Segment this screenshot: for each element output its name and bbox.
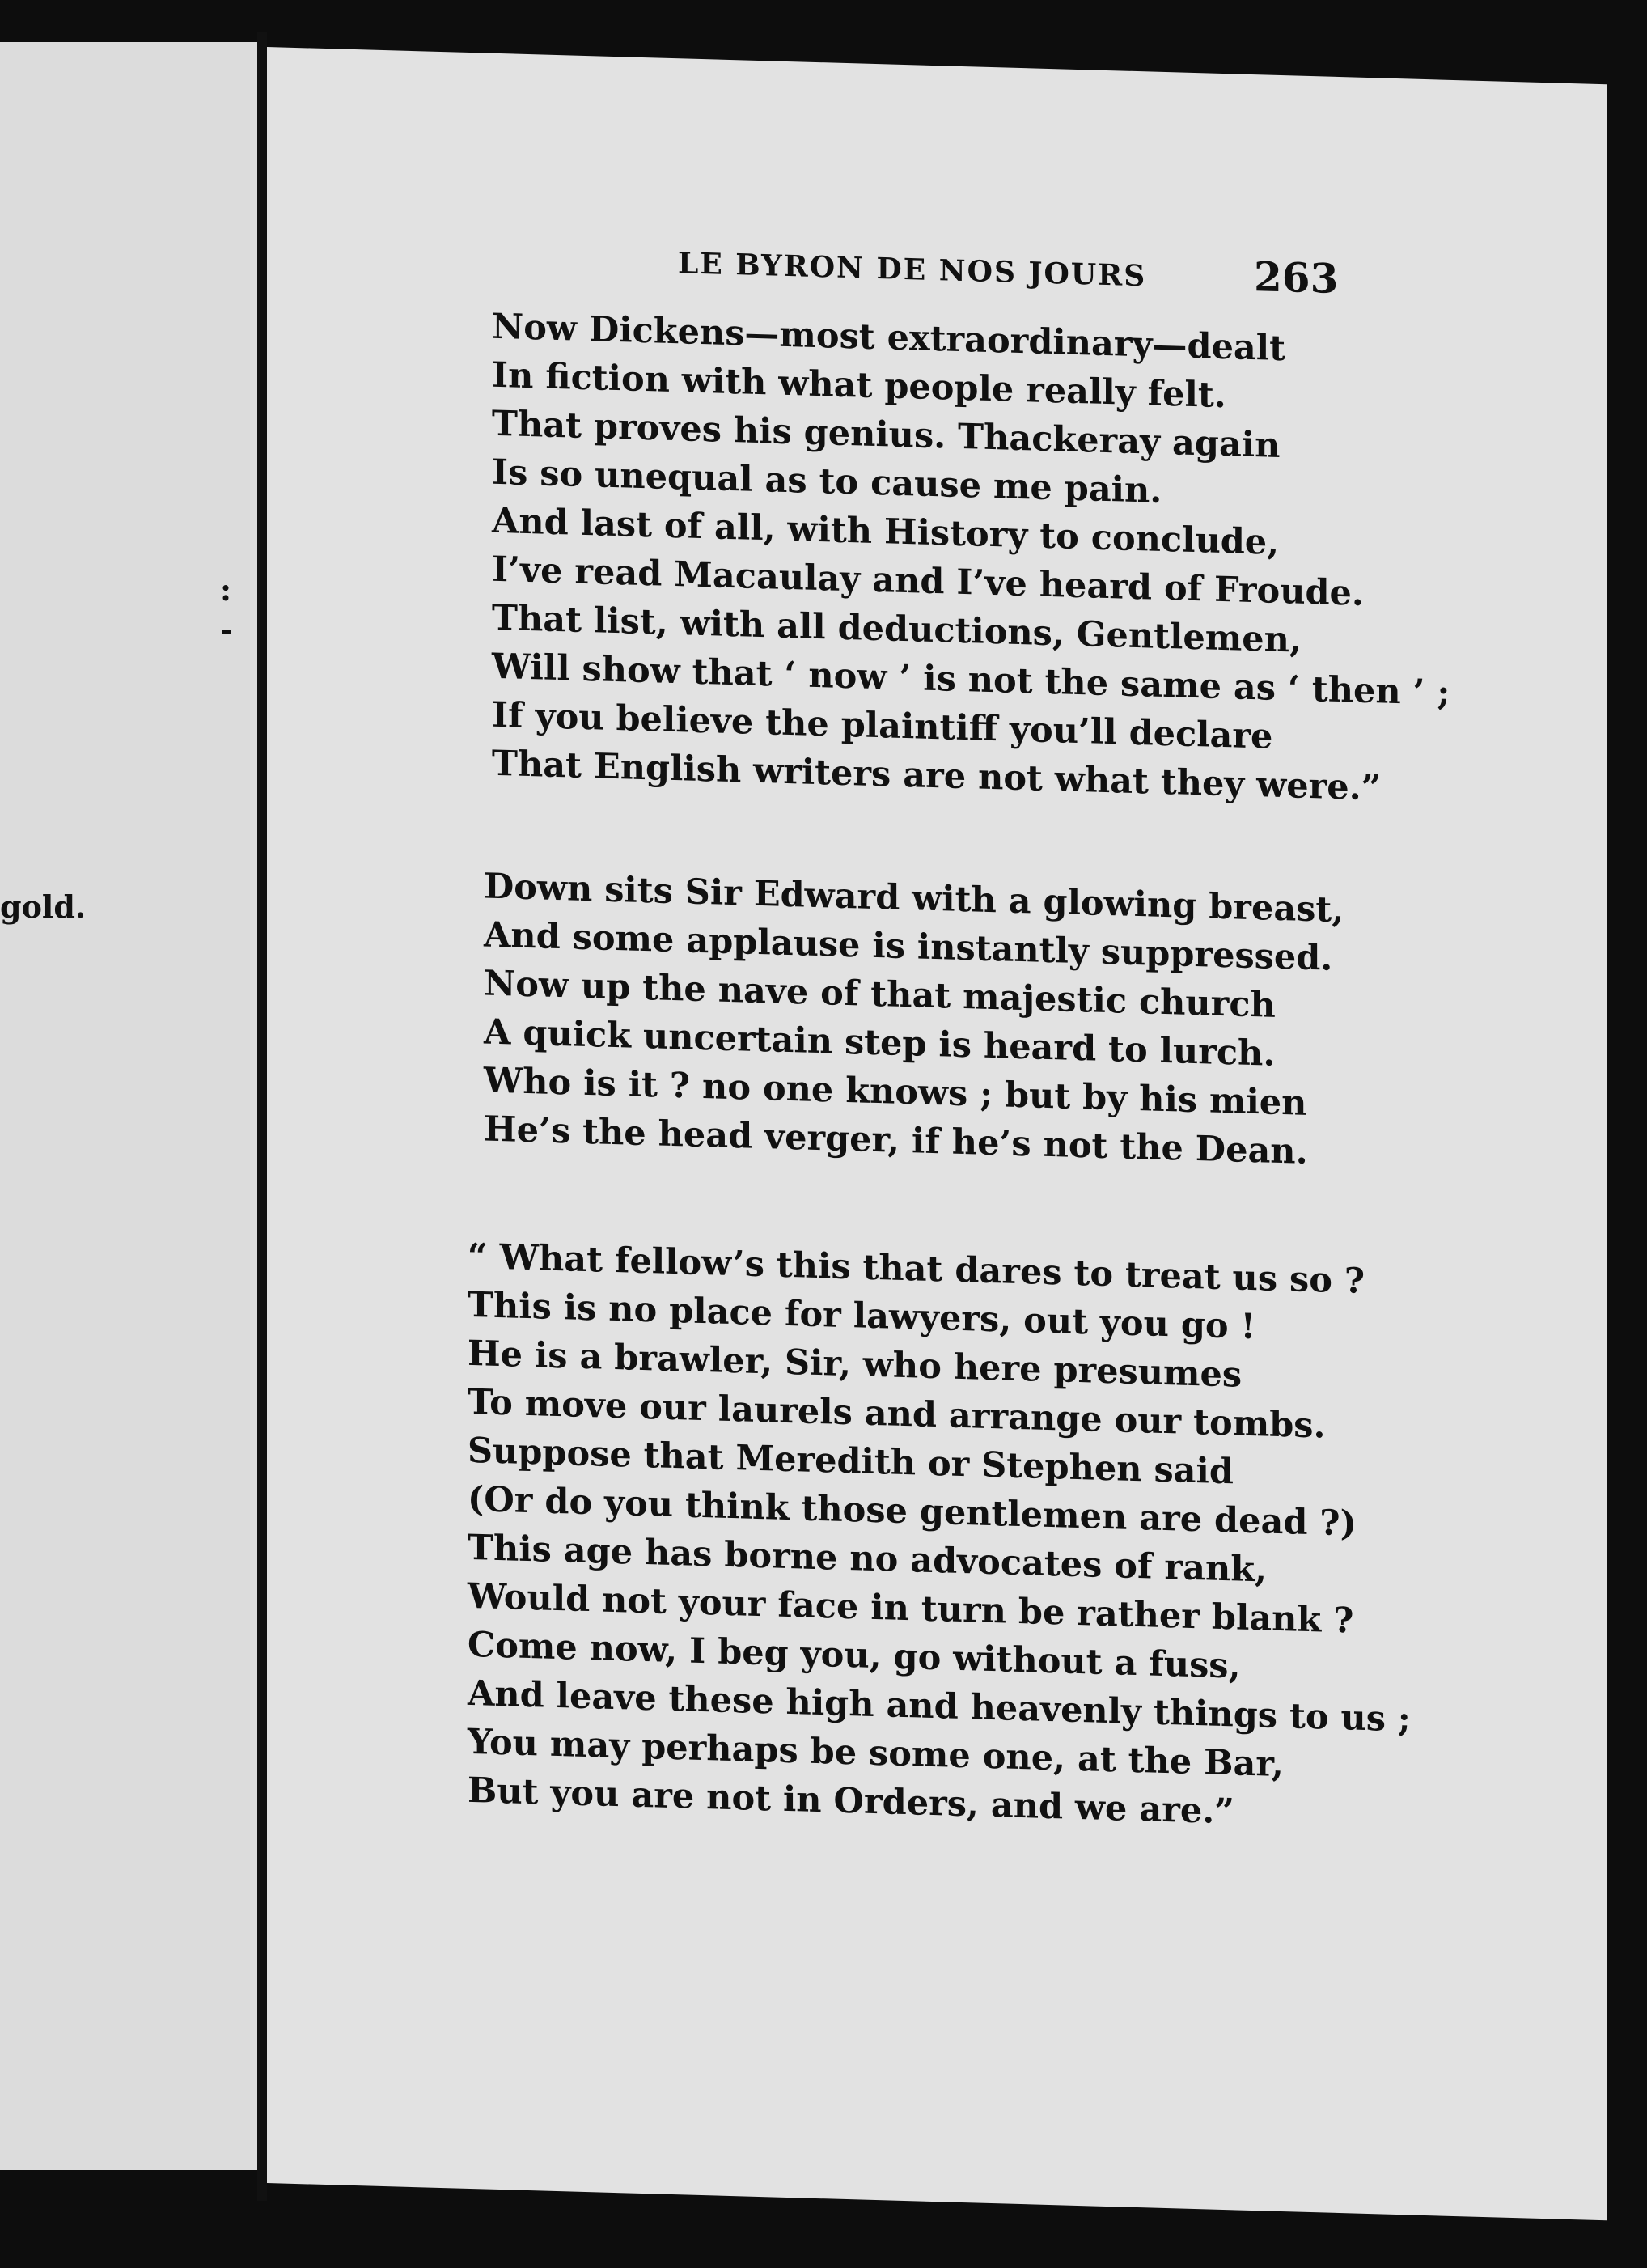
verse-line: That list, with all deductions, Gentlemen, <box>492 597 1302 661</box>
verse-line: Suppose that Meredith or Stephen said <box>468 1430 1234 1493</box>
verse-line: To move our laurels and arrange our tombs. <box>468 1381 1326 1447</box>
facing-page-fragment-gold: gold. <box>0 888 87 925</box>
verse-line: If you believe the plaintiff you’ll declare <box>492 694 1273 757</box>
verse-line: Who is it ? no one knows ; but by his mien <box>484 1060 1307 1124</box>
verse-line: Now Dickens—most extraordinary—dealt <box>492 306 1285 370</box>
book-spine <box>257 32 267 2201</box>
stanza-3 <box>468 1232 1411 1842</box>
verse-line: You may perhaps be some one, at the Bar, <box>468 1721 1284 1786</box>
verse-line: Come now, I beg you, go without a fuss, <box>468 1624 1241 1687</box>
verse-line: I’ve read Macaulay and I’ve heard of Froude. <box>492 549 1364 614</box>
verse-line: He is a brawler, Sir, who here presumes <box>468 1333 1243 1396</box>
facing-page-fragment-dash: - <box>220 612 233 648</box>
verse-line: And some applause is instantly suppressed. <box>484 914 1333 979</box>
verse-line: And leave these high and heavenly things to us ; <box>468 1672 1411 1740</box>
verse-line: (Or do you think those gentlemen are dead ?) <box>468 1478 1357 1545</box>
stanza-2 <box>484 862 1344 1177</box>
verse-line: Will show that ‘ now ’ is not the same as ‘ then ’ ; <box>492 646 1450 714</box>
verse-line: This is no place for lawyers, out you go ! <box>468 1284 1256 1348</box>
verse-line: Would not your face in turn be rather blank ? <box>468 1575 1354 1642</box>
verse-line: He’s the head verger, if he’s not the Dean. <box>484 1109 1308 1172</box>
verse-line: That proves his genius. Thackeray again <box>492 403 1281 466</box>
verse-line: In fiction with what people really felt. <box>492 354 1226 417</box>
facing-page-fragment-colon: : <box>220 571 232 608</box>
verse-line: Is so unequal as to cause me pain. <box>492 451 1162 511</box>
verse-line: Now up the nave of that majestic church <box>484 963 1276 1026</box>
page-number: 263 <box>1254 252 1339 303</box>
verse-line: And last of all, with History to conclude, <box>492 500 1280 563</box>
verse-line: That English writers are not what they were.” <box>492 743 1382 809</box>
book-page <box>267 47 1607 2220</box>
verse-line: Down sits Sir Edward with a glowing breast, <box>484 866 1344 931</box>
running-head: LE BYRON DE NOS JOURS <box>678 246 1147 294</box>
verse-line: But you are not in Orders, and we are.” <box>468 1770 1234 1833</box>
stanza-1 <box>492 303 1450 815</box>
facing-page <box>0 42 260 2170</box>
verse-line: A quick uncertain step is heard to lurch. <box>484 1011 1276 1075</box>
verse-line: This age has borne no advocates of rank, <box>468 1527 1267 1591</box>
verse-line: “ What fellow’s this that dares to treat us so ? <box>468 1236 1365 1302</box>
